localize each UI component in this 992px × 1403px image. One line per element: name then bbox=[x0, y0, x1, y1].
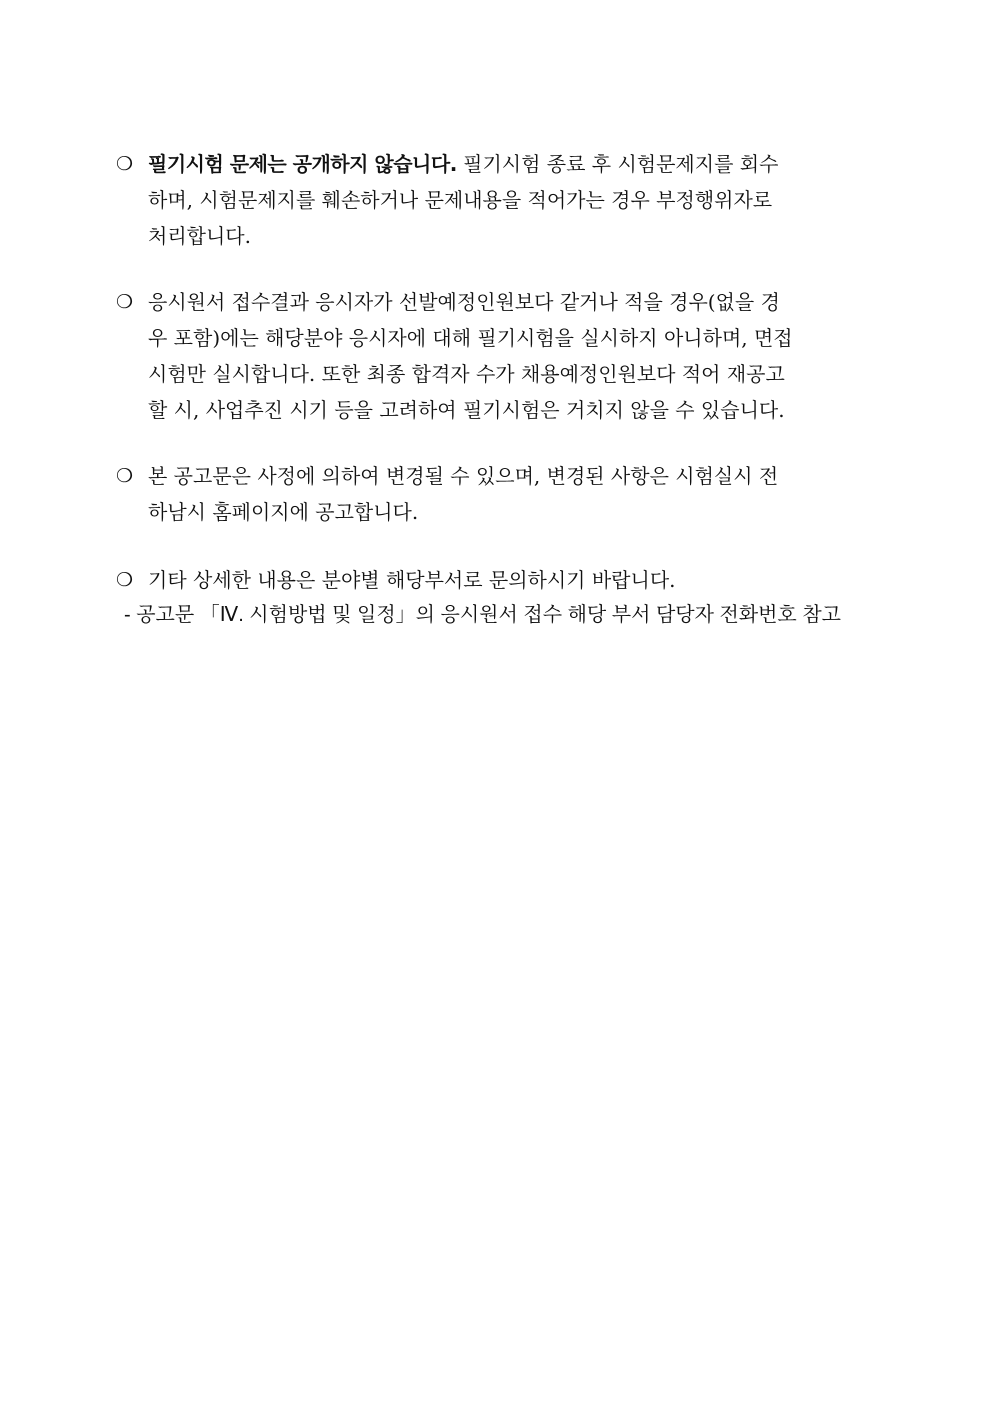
notice-item-applicant-count bbox=[116, 284, 902, 428]
notice-line bbox=[116, 458, 902, 494]
circle-bullet-icon: ❍ bbox=[116, 153, 134, 175]
notice-line: 처리합니다. bbox=[148, 224, 251, 248]
notice-line: 우 포함)에는 해당분야 응시자에 대해 필기시험을 실시하지 아니하며, 면접 bbox=[148, 326, 793, 350]
circle-bullet-icon: ❍ bbox=[116, 569, 134, 591]
notice-text: 기타 상세한 내용은 분야별 해당부서로 문의하시기 바랍니다. bbox=[148, 568, 676, 592]
notice-text: 응시원서 접수결과 응시자가 선발예정인원보다 같거나 적을 경우(없을 경 bbox=[148, 290, 780, 314]
circle-bullet-icon: ❍ bbox=[116, 465, 134, 487]
notice-line: 하남시 홈페이지에 공고합니다. bbox=[148, 500, 419, 524]
notice-text-rest: 필기시험 종료 후 시험문제지를 회수 bbox=[456, 152, 779, 176]
emphasis-text: 필기시험 문제는 공개하지 않습니다. bbox=[148, 152, 457, 176]
notice-item-changes bbox=[116, 458, 902, 530]
notice-line: 할 시, 사업추진 시기 등을 고려하여 필기시험은 거치지 않을 수 있습니다. bbox=[148, 398, 785, 422]
notice-item-written-exam bbox=[116, 146, 902, 254]
notice-text: 본 공고문은 사정에 의하여 변경될 수 있으며, 변경된 사항은 시험실시 전 bbox=[148, 464, 779, 488]
notice-line bbox=[116, 562, 902, 598]
notice-line: 시험만 실시합니다. 또한 최종 합격자 수가 채용예정인원보다 적어 재공고 bbox=[148, 362, 785, 386]
notice-item-inquiries bbox=[116, 562, 902, 598]
notice-line bbox=[116, 146, 902, 182]
notice-text bbox=[148, 146, 902, 182]
notice-line bbox=[116, 284, 902, 320]
contact-reference-note: - 공고문 「Ⅳ. 시험방법 및 일정」의 응시원서 접수 해당 부서 담당자 전화번호 참고 bbox=[124, 604, 841, 626]
circle-bullet-icon: ❍ bbox=[116, 291, 134, 313]
notice-line: 하며, 시험문제지를 훼손하거나 문제내용을 적어가는 경우 부정행위자로 bbox=[148, 188, 773, 212]
